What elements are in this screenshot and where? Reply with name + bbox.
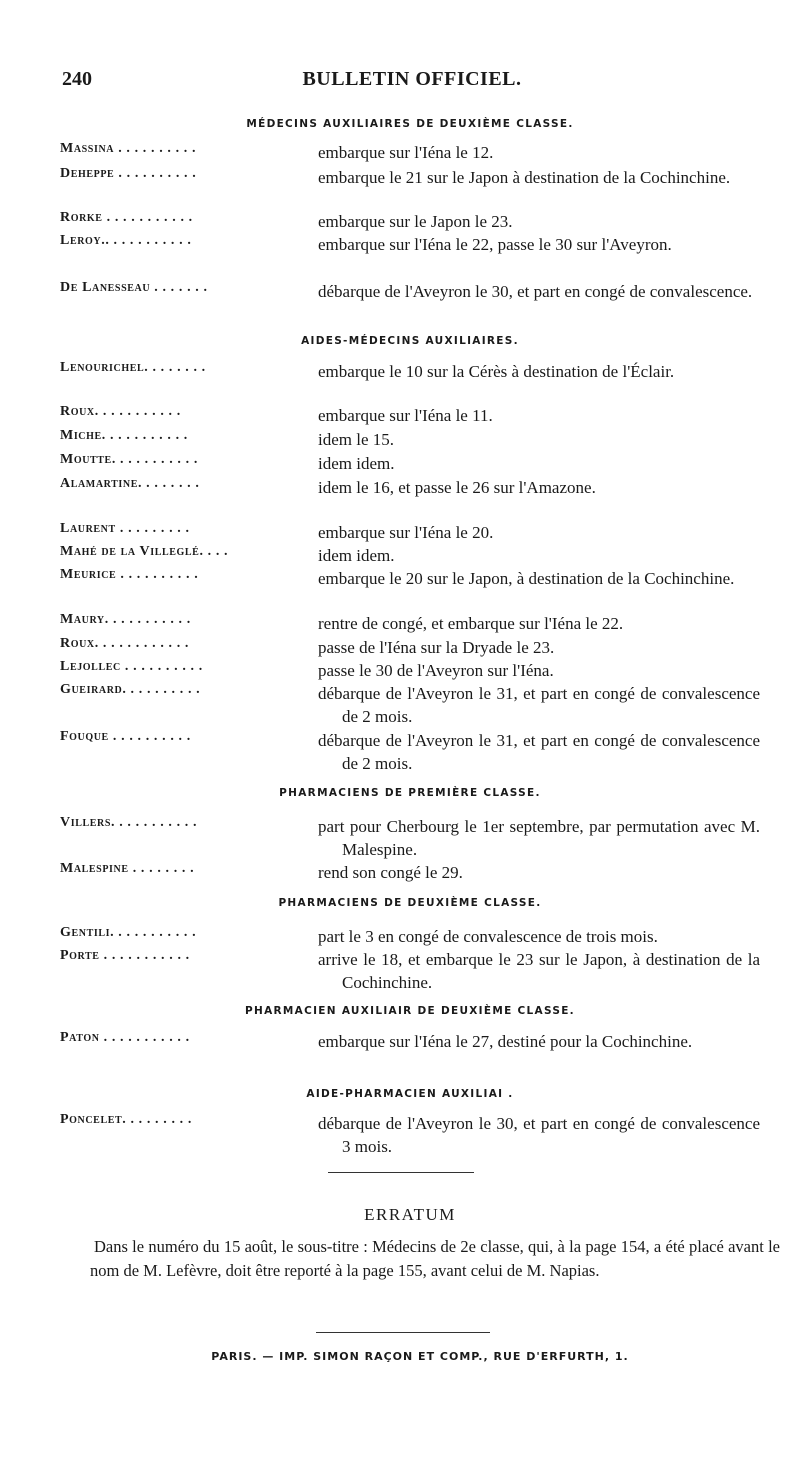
- entry-name: De Lanesseau . . . . . . .: [60, 280, 208, 295]
- entry-text: embarque le 10 sur la Cérès à destination de l'Éclair.: [318, 362, 675, 381]
- entry-name: Roux. . . . . . . . . . . .: [60, 636, 190, 651]
- entry-name: Porte . . . . . . . . . . .: [60, 948, 190, 963]
- entry-text: embarque sur l'Iéna le 20.: [318, 523, 494, 542]
- separator-rule: [328, 1172, 474, 1173]
- entry-name: Mahé de la Villeglé. . . .: [60, 544, 229, 559]
- entry-name: Maury. . . . . . . . . . .: [60, 612, 191, 627]
- entry-name: Fouque . . . . . . . . . .: [60, 729, 191, 744]
- erratum-title: ERRATUM: [364, 1205, 456, 1224]
- entry-text: embarque le 21 sur le Japon à destination de la Cochinchine.: [318, 168, 731, 187]
- footer-rule: [316, 1332, 490, 1333]
- entry-text: part le 3 en congé de convalescence de trois mois.: [318, 927, 658, 946]
- running-head: [62, 68, 762, 98]
- entry-text: rentre de congé, et embarque sur l'Iéna le 22.: [318, 614, 624, 633]
- journal-title: BULLETIN OFFICIEL.: [302, 68, 522, 90]
- entry-text: embarque le 20 sur le Japon, à destination de la Cochinchine.: [318, 569, 735, 588]
- entry-name: Moutte. . . . . . . . . . .: [60, 452, 198, 467]
- entry-name: Lejollec . . . . . . . . . .: [60, 659, 203, 674]
- entry-text: passe de l'Iéna sur la Dryade le 23.: [318, 638, 555, 657]
- entry-text: débarque de l'Aveyron le 30, et part en congé de convalescence.: [318, 282, 753, 301]
- section-heading: PHARMACIENS DE DEUXIÈME CLASSE.: [278, 897, 542, 909]
- entry-text: embarque sur l'Iéna le 11.: [318, 406, 493, 425]
- entry-text: idem le 15.: [318, 430, 395, 449]
- entry-name: Alamartine. . . . . . . .: [60, 476, 200, 491]
- entry-name: Miche. . . . . . . . . . .: [60, 428, 188, 443]
- section-heading: MÉDECINS AUXILIAIRES DE DEUXIÈME CLASSE.: [246, 118, 574, 130]
- entry-text: idem le 16, et passe le 26 sur l'Amazone.: [318, 478, 596, 497]
- entry-text: idem idem.: [318, 546, 395, 565]
- entry-name: Gentili. . . . . . . . . . .: [60, 925, 197, 940]
- entry-text: embarque sur l'Iéna le 27, destiné pour la Cochinchine.: [318, 1032, 693, 1051]
- entry-name: Leroy.. . . . . . . . . . .: [60, 233, 192, 248]
- entry-text: rend son congé le 29.: [318, 863, 463, 882]
- entry-name: Rorke . . . . . . . . . . .: [60, 210, 193, 225]
- entry-text: embarque sur le Japon le 23.: [318, 212, 513, 231]
- entry-name: Massina . . . . . . . . . .: [60, 141, 197, 156]
- section-heading: AIDES-MÉDECINS AUXILIAIRES.: [301, 335, 519, 347]
- entry-name: Malespine . . . . . . . .: [60, 861, 195, 876]
- section-heading: PHARMACIEN AUXILIAIR DE DEUXIÈME CLASSE.: [245, 1005, 575, 1017]
- entry-text: part pour Cherbourg le 1er septembre, par permutation avec M. Malespine.: [318, 817, 760, 859]
- entry-name: Roux. . . . . . . . . . .: [60, 404, 181, 419]
- entry-name: Laurent . . . . . . . . .: [60, 521, 190, 536]
- entry-name: Deheppe . . . . . . . . . .: [60, 166, 197, 181]
- entry-text: idem idem.: [318, 454, 395, 473]
- entry-name: Meurice . . . . . . . . . .: [60, 567, 199, 582]
- section-heading: AIDE-PHARMACIEN AUXILIAI .: [306, 1088, 514, 1100]
- entry-text: débarque de l'Aveyron le 31, et part en congé de convalescence de 2 mois.: [318, 731, 760, 773]
- entry-text: embarque sur l'Iéna le 12.: [318, 143, 494, 162]
- entry-text: embarque sur l'Iéna le 22, passe le 30 sur l'Aveyron.: [318, 235, 672, 254]
- entry-text: passe le 30 de l'Aveyron sur l'Iéna.: [318, 661, 554, 680]
- entry-text: arrive le 18, et embarque le 23 sur le Japon, à destination de la Cochinchine.: [318, 950, 760, 992]
- erratum-body: Dans le numéro du 15 août, le sous-titre : Médecins de 2e classe, qui, à la page 154, a été placé avant le nom de M. Lefèvre, doit être reporté à la page 155, avant celui de M. Napias.: [90, 1237, 780, 1280]
- entry-name: Villers. . . . . . . . . . .: [60, 815, 198, 830]
- entry-name: Poncelet. . . . . . . . .: [60, 1112, 192, 1127]
- page-number: 240: [62, 68, 92, 90]
- entry-name: Lenourichel. . . . . . . .: [60, 360, 206, 375]
- entry-text: débarque de l'Aveyron le 31, et part en congé de convalescence de 2 mois.: [318, 684, 760, 726]
- entry-name: Paton . . . . . . . . . . .: [60, 1030, 190, 1045]
- entry-name: Gueirard. . . . . . . . . .: [60, 682, 201, 697]
- entry-text: débarque de l'Aveyron le 30, et part en congé de convalescence 3 mois.: [318, 1114, 760, 1156]
- imprint: PARIS. — IMP. SIMON RAÇON ET COMP., RUE D'ERFURTH, 1.: [211, 1350, 629, 1363]
- section-heading: PHARMACIENS DE PREMIÈRE CLASSE.: [279, 787, 541, 799]
